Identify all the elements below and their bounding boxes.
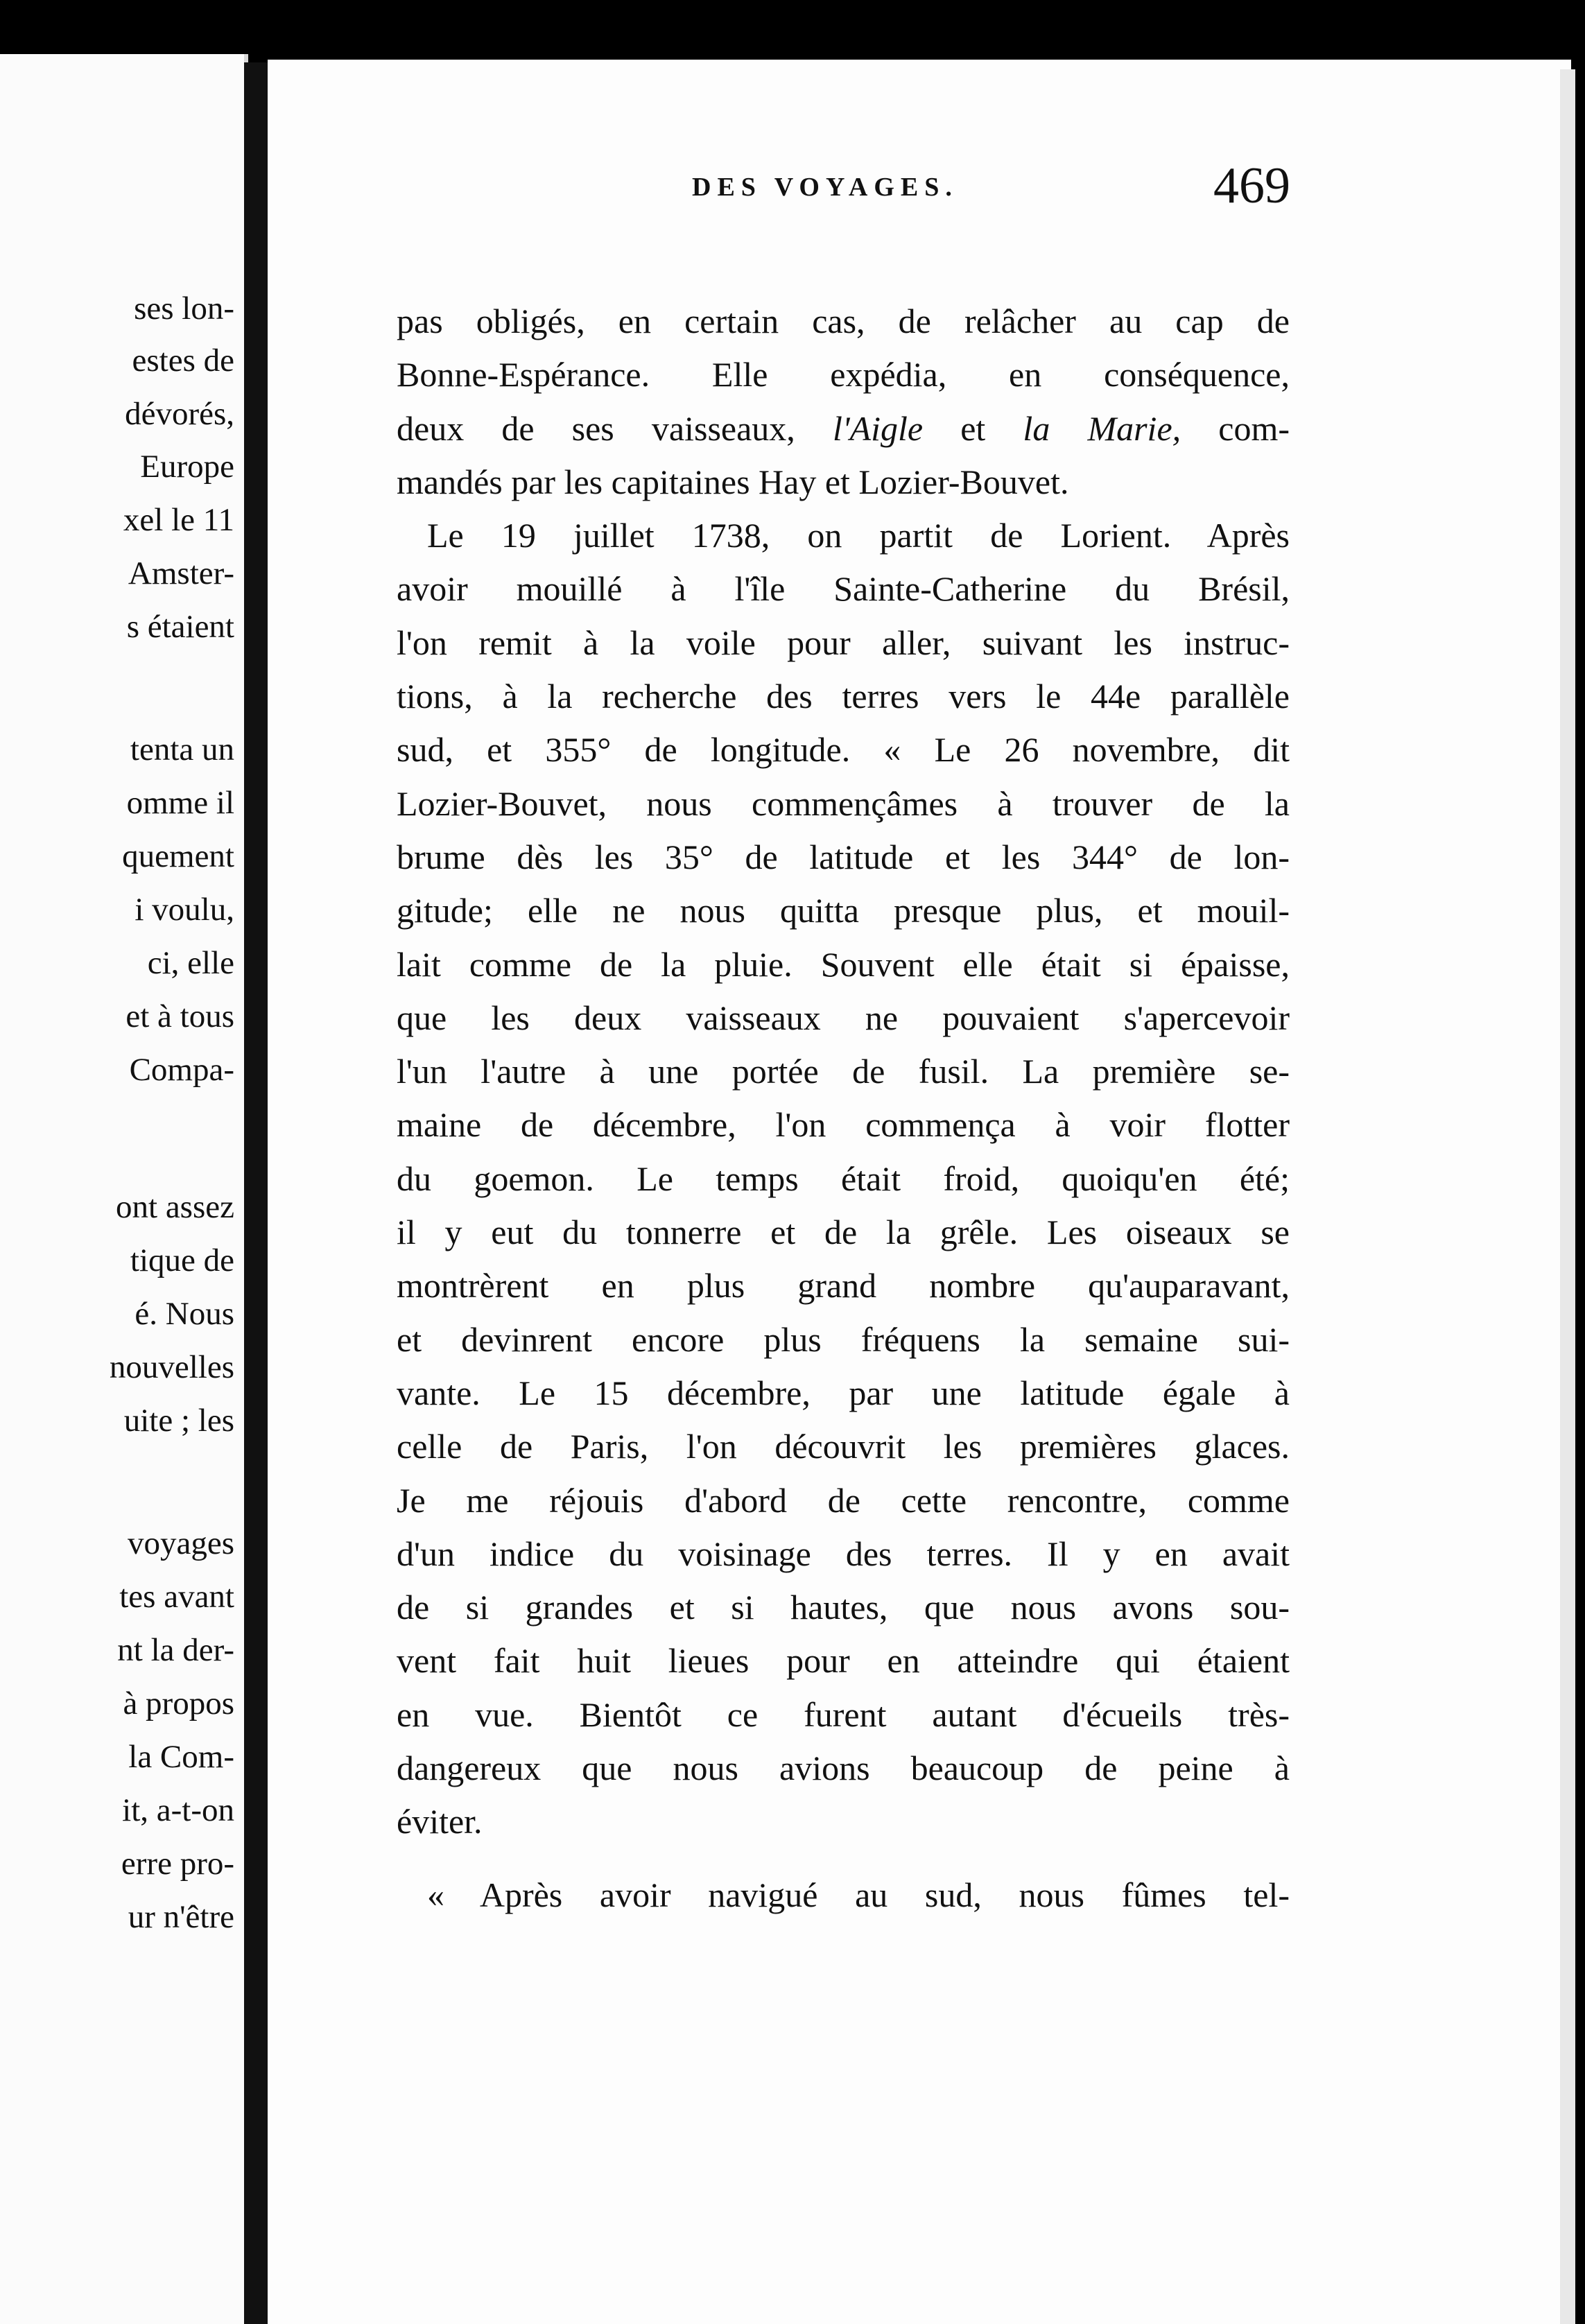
left-line: nt la der- xyxy=(117,1632,234,1668)
text-line: éviter. xyxy=(397,1802,483,1841)
main-text xyxy=(397,295,1290,1922)
left-line: nouvelles xyxy=(109,1349,234,1385)
text-line: « Après avoir navigué au sud, nous fûmes tel- xyxy=(427,1875,1290,1914)
text-line: du goemon. Le temps était froid, quoiqu'en été; xyxy=(397,1159,1290,1198)
left-line: voyages xyxy=(127,1525,234,1561)
left-line: it, a-t-on xyxy=(122,1792,234,1828)
left-line: ci, elle xyxy=(147,945,234,981)
text-line: pas obligés, en certain cas, de relâcher au cap de xyxy=(397,302,1290,340)
left-line: erre pro- xyxy=(121,1846,234,1882)
text-line: avoir mouillé à l'île Sainte-Catherine du Brésil, xyxy=(397,569,1290,609)
left-line: Europe xyxy=(140,449,234,485)
text-line: l'on remit à la voile pour aller, suivant les instruc- xyxy=(397,623,1290,662)
text-line: en vue. Bientôt ce furent autant d'écueils très- xyxy=(397,1694,1290,1734)
left-line: quement xyxy=(122,838,234,874)
text-line: dangereux que nous avions beaucoup de peine à xyxy=(397,1749,1290,1788)
text-fragment: com- xyxy=(1218,408,1290,448)
text-line: celle de Paris, l'on découvrit les premières glaces. xyxy=(397,1427,1290,1466)
text-line: Bonne-Espérance. Elle expédia, en conséquence, xyxy=(397,355,1290,394)
text-line: de si grandes et si hautes, que nous avons sou- xyxy=(397,1588,1290,1627)
ship-name: l'Aigle xyxy=(832,408,924,448)
left-line: la Com- xyxy=(128,1739,234,1775)
left-line: dévorés, xyxy=(125,396,234,432)
left-line: tes avant xyxy=(119,1579,234,1615)
text-line: d'un indice du voisinage des terres. Il y en avait xyxy=(397,1534,1290,1573)
left-line: uite ; les xyxy=(123,1403,234,1439)
text-fragment: deux de ses vaisseaux, xyxy=(397,408,795,448)
left-line: ont assez xyxy=(116,1189,234,1225)
text-line: Je me réjouis d'abord de cette rencontre, comme xyxy=(397,1480,1290,1520)
text-line: l'un l'autre à une portée de fusil. La première se- xyxy=(397,1052,1290,1091)
text-line: maine de décembre, l'on commença à voir flotter xyxy=(397,1105,1290,1145)
left-line: Compa- xyxy=(129,1052,234,1088)
text-line: vante. Le 15 décembre, par une latitude égale à xyxy=(397,1373,1290,1412)
text-line: Le 19 juillet 1738, on partit de Lorient. Après xyxy=(427,516,1290,555)
paragraph-gap xyxy=(397,1849,1290,1868)
left-line: omme il xyxy=(126,785,234,821)
text-line: brume dès les 35° de latitude et les 344° de lon- xyxy=(397,837,1290,876)
left-page-fragment xyxy=(0,54,248,2324)
page-edge xyxy=(1560,69,1575,2324)
left-line: Amster- xyxy=(128,555,234,591)
left-line: estes de xyxy=(132,342,234,379)
left-line: à propos xyxy=(123,1685,234,1722)
running-head-title: DES VOYAGES. xyxy=(692,173,958,202)
text-line: vent fait huit lieues pour en atteindre qui étaient xyxy=(397,1641,1290,1681)
text-fragment: et xyxy=(960,408,986,448)
text-line: que les deux vaisseaux ne pouvaient s'apercevoir xyxy=(397,998,1290,1037)
text-line: gitude; elle ne nous quitta presque plus, et mouil- xyxy=(397,891,1290,930)
book-gutter xyxy=(244,62,268,2324)
left-line: é. Nous xyxy=(135,1296,234,1332)
text-line: Lozier-Bouvet, nous commençâmes à trouver de la xyxy=(397,783,1290,823)
text-line: et devinrent encore plus fréquens la semaine sui- xyxy=(397,1319,1290,1359)
left-line: ur n'être xyxy=(128,1899,234,1935)
ship-name: la Marie, xyxy=(1023,408,1181,448)
text-line: lait comme de la pluie. Souvent elle était si épaisse, xyxy=(397,944,1290,984)
text-line: il y eut du tonnerre et de la grêle. Les oiseaux se xyxy=(397,1213,1290,1252)
left-line: ses lon- xyxy=(134,290,234,327)
text-line: montrèrent en plus grand nombre qu'auparavant, xyxy=(397,1266,1290,1306)
text-line: sud, et 355° de longitude. « Le 26 novembre, dit xyxy=(397,730,1290,770)
left-line: s étaient xyxy=(126,609,234,645)
left-line: et à tous xyxy=(125,998,234,1034)
text-line: mandés par les capitaines Hay et Lozier-Bouvet. xyxy=(397,462,1069,501)
left-line: i voulu, xyxy=(135,892,234,928)
left-line: tique de xyxy=(130,1242,234,1278)
page-number: 469 xyxy=(1213,157,1290,214)
left-line: tenta un xyxy=(130,731,234,768)
text-line xyxy=(397,402,1290,456)
left-line: xel le 11 xyxy=(123,502,234,538)
text-line: tions, à la recherche des terres vers le 44e parallèle xyxy=(397,677,1290,716)
